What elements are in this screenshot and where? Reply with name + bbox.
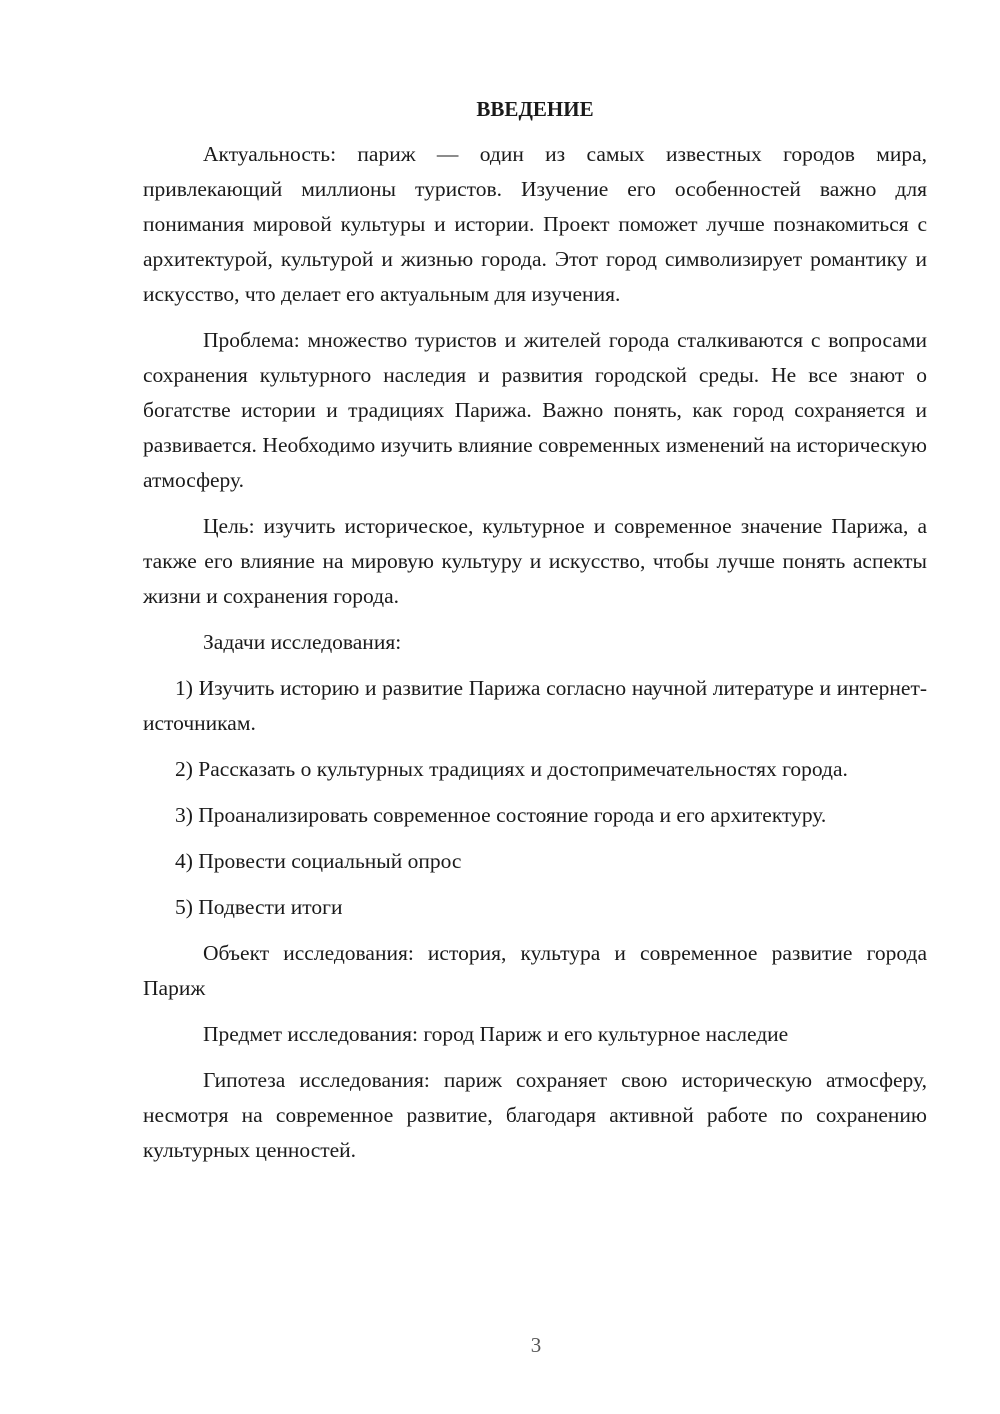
tasks-heading: Задачи исследования: [203, 630, 402, 654]
page-number: 3 [530, 1333, 542, 1357]
hypothesis-paragraph: Гипотеза исследования: париж сохраняет свою историческую атмосферу, несмотря на современное развитие, благодаря активной работе по сохранению культурных ценностей. [143, 1068, 927, 1162]
task-item-1: 1) Изучить историю и развитие Парижа согласно научной литературе и интернет-источникам. [143, 676, 927, 735]
page-title: ВВЕДЕНИЕ [476, 97, 594, 121]
problem-paragraph: Проблема: множество туристов и жителей города сталкиваются с вопросами сохранения культурного наследия и развития городской среды. Не все знают о богатстве истории и традициях Парижа. Важно понять, как город сохраняется и развивается. Необходимо изучить влияние современных изменений на историческую атмосферу. [143, 328, 927, 492]
subject-paragraph: Предмет исследования: город Париж и его культурное наследие [203, 1022, 789, 1046]
goal-paragraph: Цель: изучить историческое, культурное и современное значение Парижа, а также его влияние на мировую культуру и искусство, чтобы лучше понять аспекты жизни и сохранения города. [143, 514, 927, 608]
relevance-paragraph: Актуальность: париж — один из самых известных городов мира, привлекающий миллионы туристов. Изучение его особенностей важно для понимания мировой культуры и истории. Проект поможет лучше познакомиться с архитектурой, культурой и жизнью города. Этот город символизирует романтику и искусство, что делает его актуальным для изучения. [143, 142, 927, 306]
page-content [143, 92, 927, 1179]
task-item-3: 3) Проанализировать современное состояние города и его архитектуру. [175, 803, 827, 827]
task-item-2: 2) Рассказать о культурных традициях и достопримечательностях города. [175, 757, 848, 781]
task-item-5: 5) Подвести итоги [175, 895, 343, 919]
task-item-4: 4) Провести социальный опрос [175, 849, 462, 873]
object-paragraph: Объект исследования: история, культура и современное развитие города Париж [143, 941, 927, 1000]
